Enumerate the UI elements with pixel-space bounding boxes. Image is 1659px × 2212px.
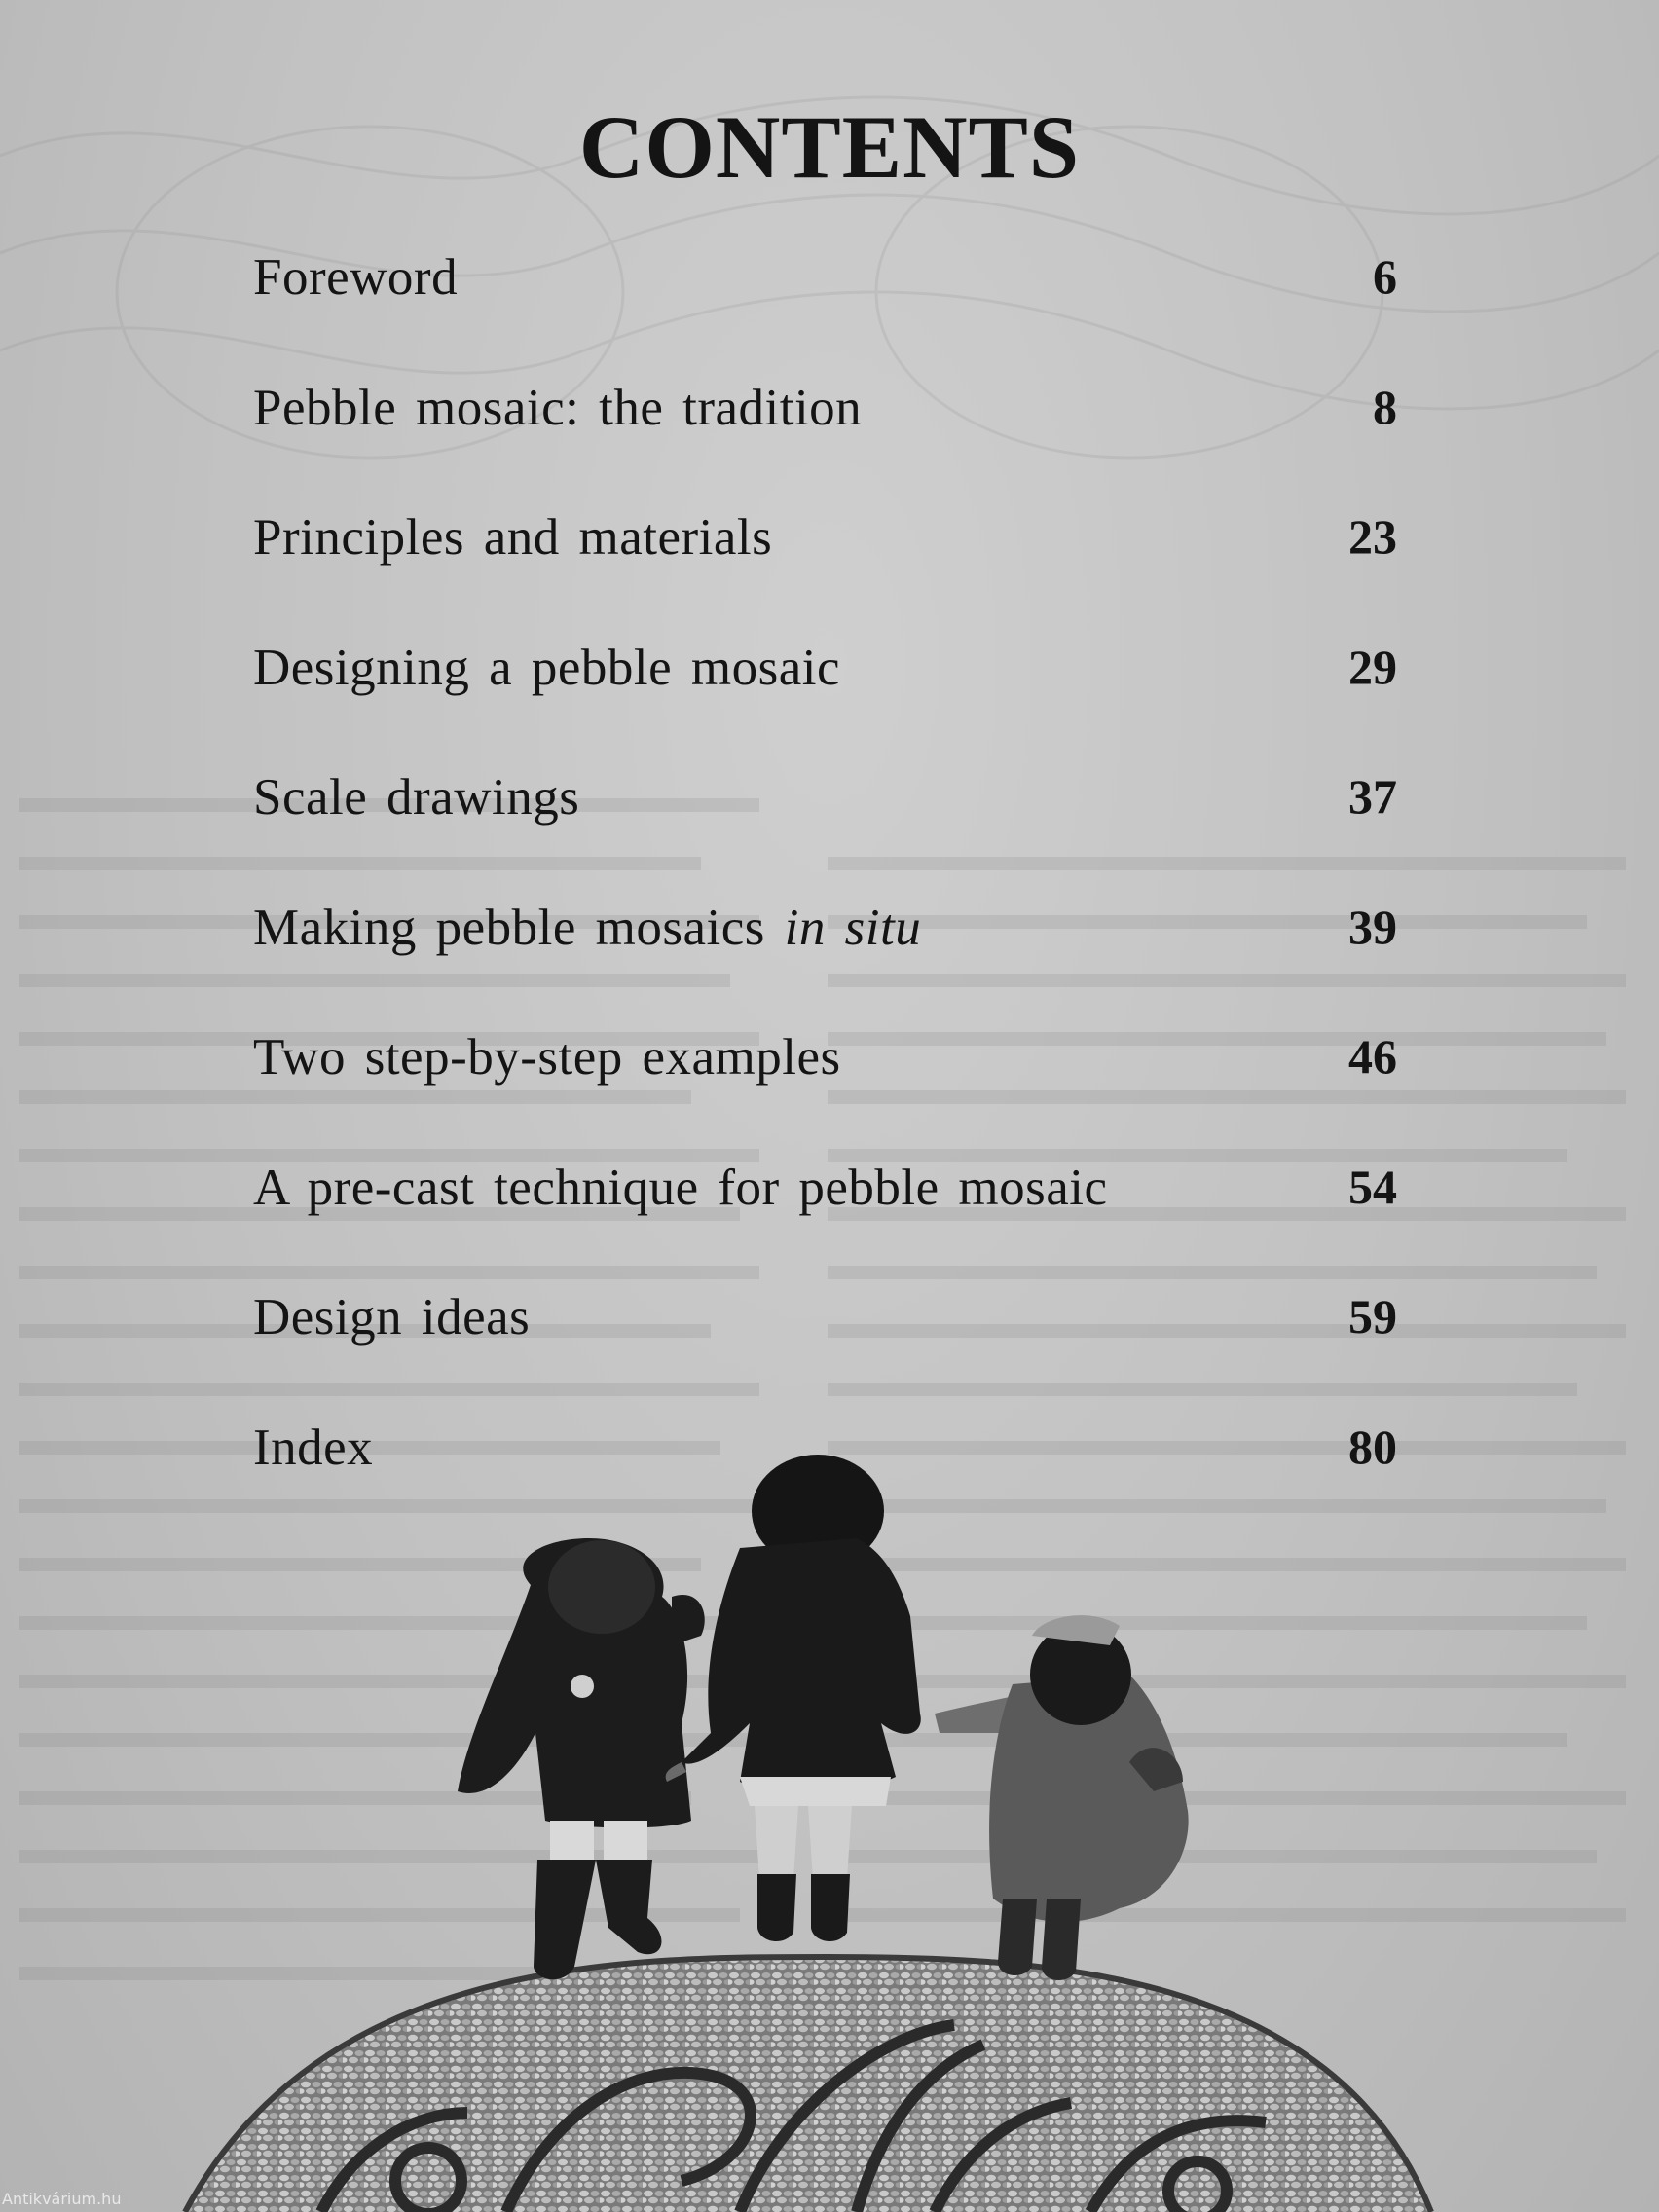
toc-entry-foreword [253, 248, 1397, 379]
toc-entry-title: Index [253, 1419, 374, 1476]
toc-entry-title-roman: Making pebble mosaics [253, 899, 785, 956]
toc-entry-page-number: 39 [1348, 899, 1397, 954]
pebble-mosaic-dome [185, 1957, 1431, 2212]
toc-entry-scale-drawings [253, 768, 1397, 899]
toc-entry-title: Principles and materials [253, 509, 773, 566]
toc-entry-tradition [253, 379, 1397, 509]
contents-heading: CONTENTS [578, 97, 1081, 197]
toc-entry-title: Scale drawings [253, 769, 580, 826]
toc-entry-title: A pre-cast technique for pebble mosaic [253, 1159, 1108, 1216]
toc-entry-title: Two step-by-step examples [253, 1029, 841, 1086]
toc-entry-page-number: 23 [1348, 509, 1397, 564]
child-figure-right [935, 1615, 1189, 1980]
toc-entry-page-number: 80 [1348, 1419, 1397, 1474]
child-figure-left [458, 1538, 705, 1979]
toc-entry-design-ideas [253, 1288, 1397, 1419]
toc-entry-designing [253, 639, 1397, 769]
toc-entry-page-number: 54 [1348, 1159, 1397, 1214]
toc-entry-in-situ [253, 899, 1397, 1029]
children-on-mosaic-photo [0, 1441, 1659, 2212]
toc-entry-principles [253, 508, 1397, 639]
toc-entry-title: Designing a pebble mosaic [253, 639, 841, 696]
toc-entry-title: Pebble mosaic: the tradition [253, 379, 863, 436]
toc-entry-step-by-step [253, 1028, 1397, 1159]
toc-entry-page-number: 59 [1348, 1289, 1397, 1344]
toc-entry-page-number: 46 [1348, 1029, 1397, 1084]
toc-entry-page-number: 37 [1348, 769, 1397, 824]
child-figure-middle [666, 1455, 921, 1941]
table-of-contents [253, 248, 1397, 1548]
toc-entry-pre-cast [253, 1159, 1397, 1289]
toc-entry-title: Design ideas [253, 1289, 531, 1346]
watermark-text: Antikvárium.hu [2, 2190, 122, 2208]
toc-entry-page-number: 8 [1373, 379, 1397, 434]
toc-entry-title: Foreword [253, 249, 459, 306]
toc-entry-page-number: 6 [1373, 249, 1397, 304]
toc-entry-title-italic: in situ [784, 899, 922, 956]
toc-entry-title [253, 899, 921, 957]
toc-entry-page-number: 29 [1348, 639, 1397, 694]
